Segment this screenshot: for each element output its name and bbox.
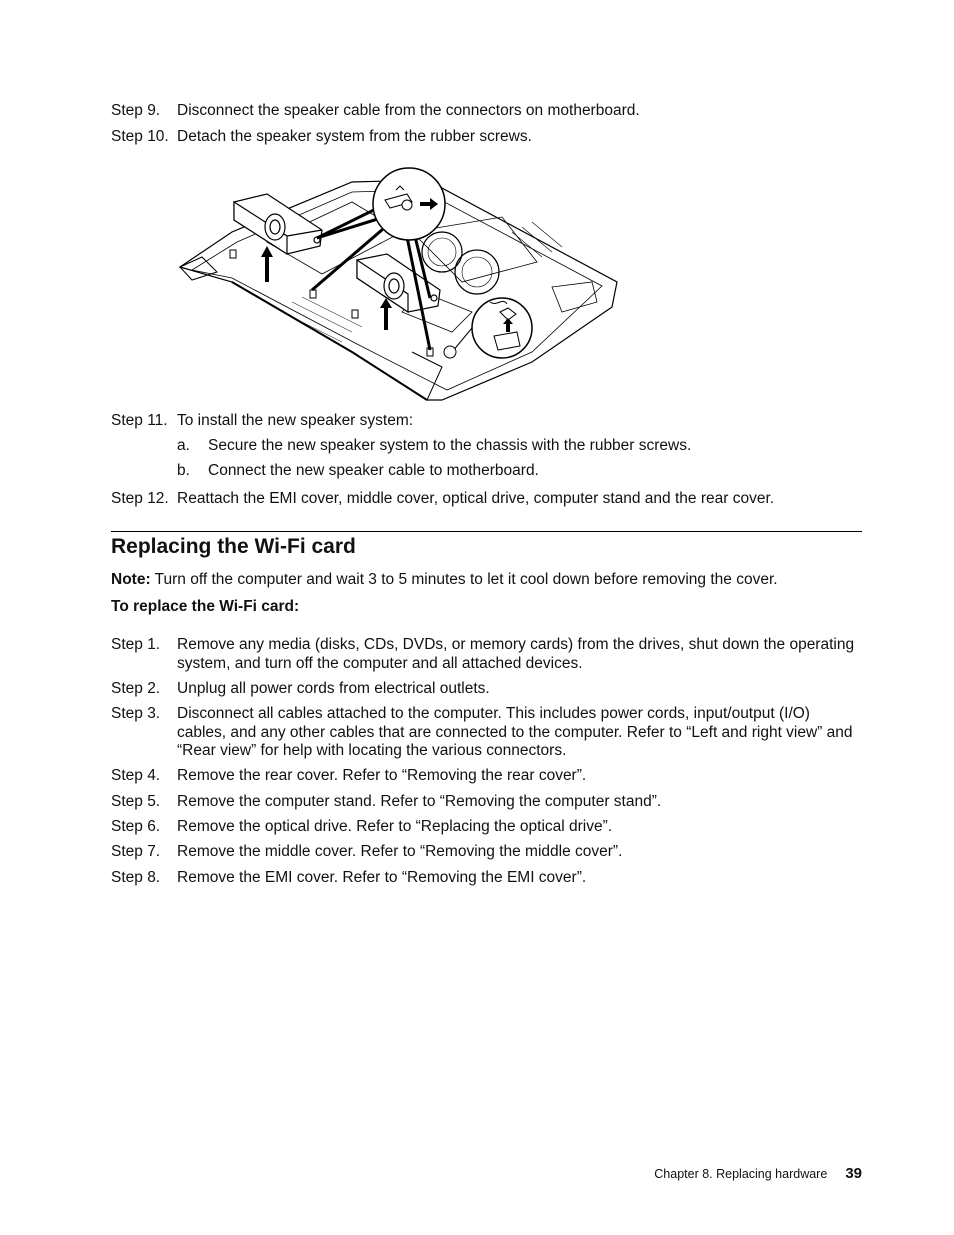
step-text: Reattach the EMI cover, middle cover, optical drive, computer stand and the rear cover.	[177, 490, 775, 507]
page-footer	[654, 1165, 862, 1182]
step-text: Remove the optical drive. Refer to “Replacing the optical drive”.	[177, 818, 613, 835]
step-text: Unplug all power cords from electrical outlets.	[177, 680, 490, 697]
speaker-removal-illustration	[172, 162, 622, 404]
page-number: 39	[845, 1165, 862, 1182]
substep-text: Connect the new speaker cable to motherboard.	[208, 462, 539, 479]
step-label: Step 5.	[111, 793, 161, 810]
section-title: Replacing the Wi-Fi card	[111, 535, 356, 558]
step-11	[111, 412, 863, 431]
step-text: Remove the rear cover. Refer to “Removing the rear cover”.	[177, 767, 587, 784]
substep-a	[177, 437, 863, 456]
step-label: Step 6.	[111, 818, 161, 835]
wifi-step-7	[111, 843, 863, 862]
step-label: Step 4.	[111, 767, 161, 784]
step-label: Step 12.	[111, 490, 169, 507]
step-text: Detach the speaker system from the rubber screws.	[177, 128, 532, 145]
step-label: Step 1.	[111, 636, 161, 653]
step-12	[111, 490, 863, 509]
wifi-step-4	[111, 767, 863, 786]
step-label: Step 9.	[111, 102, 161, 119]
step-label: Step 3.	[111, 705, 161, 722]
substep-b	[177, 462, 863, 481]
step-label: Step 11.	[111, 412, 168, 429]
step-label: Step 2.	[111, 680, 161, 697]
chapter-label: Chapter 8. Replacing hardware	[654, 1167, 828, 1181]
substep-label: a.	[177, 437, 190, 454]
step-text: Disconnect the speaker cable from the connectors on motherboard.	[177, 102, 640, 119]
step-10	[111, 128, 863, 147]
step-text: Remove the middle cover. Refer to “Removing the middle cover”.	[177, 843, 623, 860]
wifi-step-6	[111, 818, 863, 837]
step-text: Remove the EMI cover. Refer to “Removing the EMI cover”.	[177, 869, 587, 886]
procedure-heading: To replace the Wi-Fi card:	[111, 598, 300, 615]
step-text: To install the new speaker system:	[177, 412, 414, 429]
wifi-step-5	[111, 793, 863, 812]
wifi-step-2	[111, 680, 863, 699]
wifi-step-3	[111, 705, 863, 761]
note	[111, 571, 778, 590]
step-label: Step 7.	[111, 843, 161, 860]
substep-label: b.	[177, 462, 190, 479]
step-text: Remove the computer stand. Refer to “Removing the computer stand”.	[177, 793, 662, 810]
step-9	[111, 102, 863, 121]
note-text: Turn off the computer and wait 3 to 5 minutes to let it cool down before removing the cover.	[150, 571, 778, 588]
step-label: Step 10.	[111, 128, 169, 145]
wifi-step-1	[111, 636, 863, 673]
substep-text: Secure the new speaker system to the chassis with the rubber screws.	[208, 437, 692, 454]
wifi-step-8	[111, 869, 863, 888]
step-text: Disconnect all cables attached to the computer. This includes power cords, input/output (I/O) cables, and any other cables that are connected to the computer. Refer to “Left and right view” and “Rear view” for help with locating the various connectors.	[177, 705, 853, 759]
note-label: Note:	[111, 571, 151, 588]
step-text: Remove any media (disks, CDs, DVDs, or memory cards) from the drives, shut down the operating system, and turn off the computer and all attached devices.	[177, 636, 855, 672]
section-divider	[111, 531, 862, 532]
step-label: Step 8.	[111, 869, 161, 886]
